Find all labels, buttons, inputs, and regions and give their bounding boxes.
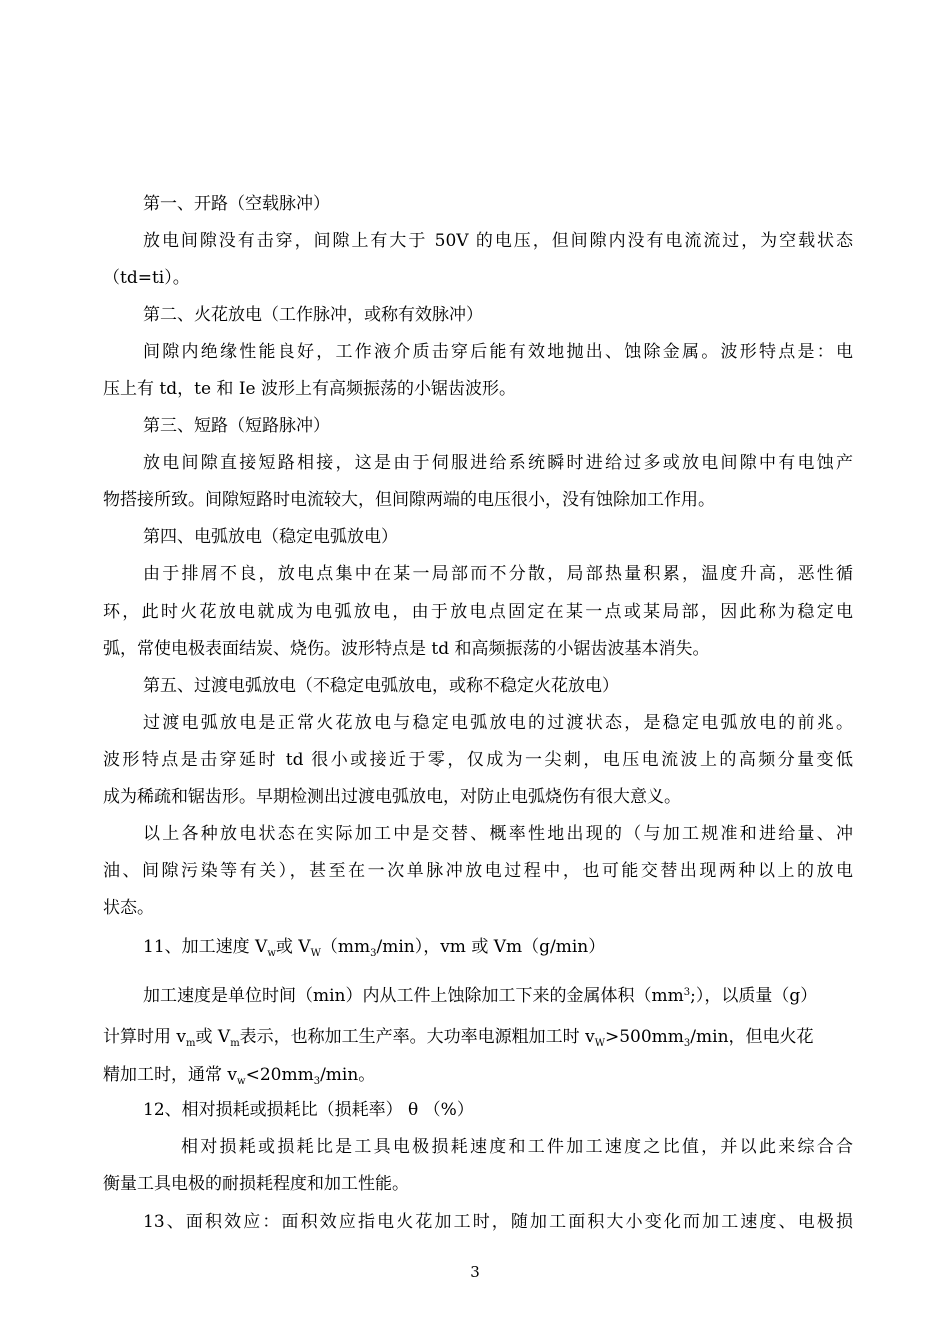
paragraph-line: 弧，常使电极表面结炭、烧伤。波形特点是 td 和高频振荡的小锯齿波基本消失。 — [103, 639, 710, 659]
heading-open-circuit: 第一、开路（空载脉冲） — [143, 194, 330, 214]
paragraph-line: 以上各种放电状态在实际加工中是交替、概率性地出现的（与加工规准和进给量、冲 — [143, 824, 853, 844]
paragraph-line: 由于排屑不良，放电点集中在某一局部而不分散，局部热量积累，温度升高，恶性循 — [143, 564, 853, 584]
heading-short-circuit: 第三、短路（短路脉冲） — [143, 416, 330, 436]
heading-transition-arc: 第五、过渡电弧放电（不稳定电弧放电，或称不稳定火花放电） — [143, 676, 619, 696]
heading-area-effect: 13、面积效应：面积效应指电火花加工时，随加工面积大小变化而加工速度、电极损 — [143, 1212, 853, 1232]
heading-spark-discharge: 第二、火花放电（工作脉冲，或称有效脉冲） — [143, 305, 483, 325]
paragraph-line: 压上有 td，te 和 Ie 波形上有高频振荡的小锯齿波形。 — [103, 379, 516, 399]
paragraph-line: 物搭接所致。间隙短路时电流较大，但间隙两端的电压很小，没有蚀除加工作用。 — [103, 490, 715, 510]
paragraph-line: 波形特点是击穿延时 td 很小或接近于零，仅成为一尖刺，电压电流波上的高频分量变低 — [103, 750, 853, 770]
page-number: 3 — [470, 1263, 480, 1281]
paragraph-line: 加工速度是单位时间（min）内从工件上蚀除加工下来的金属体积$(mm^3;)$，以质量（g） — [143, 986, 818, 1006]
heading-arc-discharge: 第四、电弧放电（稳定电弧放电） — [143, 527, 398, 547]
paragraph-line: 间隙内绝缘性能良好，工作液介质击穿后能有效地抛出、蚀除金属。波形特点是：电 — [143, 342, 853, 362]
paragraph-line: 环，此时火花放电就成为电弧放电，由于放电点固定在某一点或某局部，因此称为稳定电 — [103, 602, 853, 622]
paragraph-line: 过渡电弧放电是正常火花放电与稳定电弧放电的过渡状态，是稳定电弧放电的前兆。 — [143, 713, 853, 733]
paragraph-line: （td=ti）。 — [103, 268, 190, 288]
paragraph-line: 精加工时，通常 $v_w<20mm_3/\min$。 — [103, 1065, 376, 1087]
paragraph-line: 相对损耗或损耗比是工具电极损耗速度和工件加工速度之比值，并以此来综合合 — [181, 1137, 853, 1157]
paragraph-line: 放电间隙直接短路相接，这是由于伺服进给系统瞬时进给过多或放电间隙中有电蚀产 — [143, 453, 853, 473]
heading-relative-loss: 12、相对损耗或损耗比（损耗率） θ （%） — [143, 1100, 474, 1120]
paragraph-line: 油、间隙污染等有关），甚至在一次单脉冲放电过程中，也可能交替出现两种以上的放电 — [103, 861, 853, 881]
paragraph-line: 计算时用 $v_m$或 $V_m$表示，也称加工生产率。大功率电源粗加工时 $v_W>500mm_3/\min$，但电火花 — [103, 1027, 814, 1049]
heading-machining-speed: 11、加工速度 $V_w$或 $V_W(mm_3/\min)$，vm 或 Vm（g/min） — [143, 937, 606, 959]
paragraph-line: 衡量工具电极的耐损耗程度和加工性能。 — [103, 1174, 409, 1194]
paragraph-line: 放电间隙没有击穿，间隙上有大于 50V 的电压，但间隙内没有电流流过，为空载状态 — [143, 231, 853, 251]
paragraph-line: 成为稀疏和锯齿形。早期检测出过渡电弧放电，对防止电弧烧伤有很大意义。 — [103, 787, 681, 807]
paragraph-line: 状态。 — [103, 898, 154, 918]
